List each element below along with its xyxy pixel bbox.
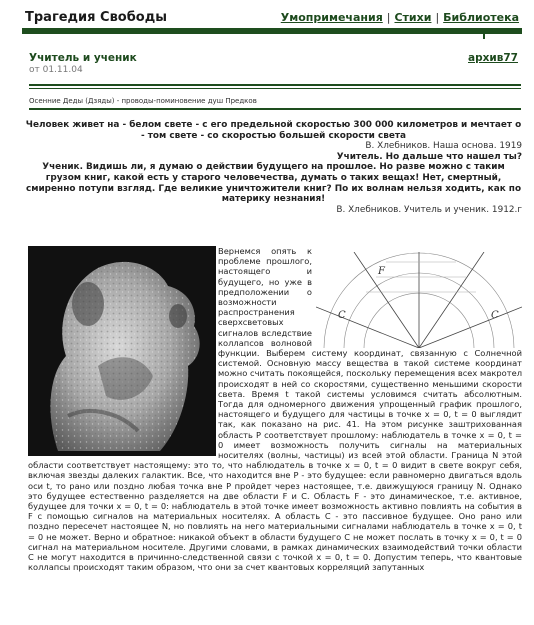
post-date: от 01.11.04 (29, 65, 83, 75)
nav-separator: | (386, 11, 391, 24)
post-divider (29, 84, 521, 86)
spacetime-diagram (316, 252, 522, 348)
epigraph-teacher-line: Учитель. Но дальше что нашел ты? (336, 151, 522, 162)
epigraph-source-1: В. Хлебников. Наша основа. 1919 (365, 141, 522, 152)
epigraph-source-2: В. Хлебников. Учитель и ученик. 1912.г (336, 204, 522, 215)
post-title: Учитель и ученик (29, 52, 137, 64)
top-nav (281, 11, 519, 24)
epigraph-quote-1: Человек живет на - белом свете - с его предельной скоростью 300 000 километров и мечтает о - том свете - со скоростью большей скорости света (25, 120, 522, 141)
diagram-label-c-left: C (338, 310, 346, 321)
nav-link-biblioteka[interactable]: Библиотека (443, 11, 519, 24)
epigraph (25, 120, 522, 215)
nav-link-umoprimechaniya[interactable]: Умопримечания (280, 11, 383, 24)
post-divider-thin (29, 88, 521, 89)
epigraph-student-line: Ученик. Видишь ли, я думаю о действии будущего на прошлое. Но разве можно с таким грузом книг, какой есть у старого человечества, думать о таких вещах! Нет, смертный, смиренно потупи взгляд. Где великие уничтожители книг? По их волнам нельзя ходить, как по материку незнания! (25, 162, 522, 205)
post-category: Осенние Деды (Дзяды) - проводы-поминовение душ Предков (29, 97, 257, 105)
sculpture-photo (28, 246, 216, 456)
article-text: Вернемся опять к проблеме прошлого, настоящего и будущего, но уже в предположении о возможности распространения сверхсветовых сигналов вследствие коллапсов волновой функции. Выберем систему координат, связанную с Солнечной системой. Основную массу вещества в такой системе координат можно считать покоящейся, поскольку перемещения всех макротел происходят в ней со скоростями, существенно меньшими скорости света. Время t такой системы условимся считать абсолютным. Тогда для одномерного движения упрощенный график прошлого, настоящего и будущего для частицы в точке x = 0, t = 0 выглядит так, как показано на рис. 41. На этом рисунке заштрихованная область P соответствует прошлому: наблюдатель в точке x = 0, t = 0 имеет возможность получить сигналы на материальных носителях (волны, частицы) из всей этой области. Граница N этой области соответствует настоящему: это то, что наблюдатель в точке x = 0, t = 0 видит в свете вокруг себя, включая звезды далеких галактик. Все, что находится вне P - это будущее: если равномерно двигаться вдоль оси t, то рано или поздно любая точка вне P пройдет через настоящее, т.е. движущуюся границу N. Однако это будущее естественно разделяется на две области F и C. Область F - это динамическое, т.е. активное, будущее для точки x = 0, t = 0: наблюдатель в этой точке имеет возможность активно повлиять на события в F с помощью сигналов на материальных носителях. А область C - это пассивное будущее. Оно рано или поздно пересечет настоящее N, но повлиять на него материальными сигналами наблюдатель в точке x = 0, t = 0 не может. Верно и обратное: никакой объект в области будущего C не может послать в точку x = 0, t = 0 сигнал на материальном носителе. Другими словами, в рамках динамических взаимодействий точки области C не могут находится в причинно-следственной связи с точкой x = 0, t = 0. Допустим теперь, что квантовые коллапсы происходят таким образом, что они за счет квантовых корреляций запутанных (28, 246, 522, 573)
header-divider (22, 28, 522, 34)
site-header (22, 4, 522, 28)
nav-separator: | (435, 11, 440, 24)
article-body (28, 246, 522, 573)
diagram-label-c-right: C (491, 310, 499, 321)
diagram-label-f: F (378, 266, 385, 277)
divider-tick (483, 34, 485, 39)
category-divider (29, 108, 521, 110)
site-title: Трагедия Свободы (25, 10, 167, 25)
archive-link[interactable]: архив77 (468, 52, 518, 64)
nav-link-stihi[interactable]: Стихи (394, 11, 432, 24)
